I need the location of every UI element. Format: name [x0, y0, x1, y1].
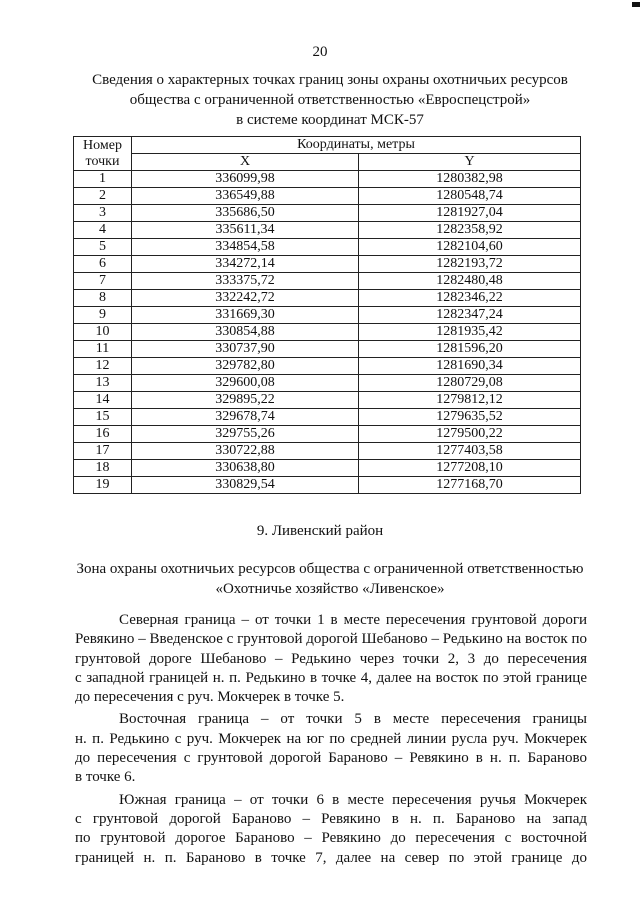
table-row — [74, 341, 581, 358]
x-coordinate-cell: 334854,58 — [132, 239, 359, 256]
x-coordinate-cell: 335686,50 — [132, 205, 359, 222]
y-coordinate-cell: 1280729,08 — [359, 375, 581, 392]
y-coordinate-cell: 1277208,10 — [359, 460, 581, 477]
paragraph-line: с грунтовой дорогой Бараново – Ревякино в н. п. Бараново на запад — [75, 810, 587, 827]
y-coordinate-cell: 1282104,60 — [359, 239, 581, 256]
point-number-cell: 8 — [74, 290, 132, 307]
point-number-cell: 12 — [74, 358, 132, 375]
paragraph-line: с западной границей н. п. Редькино в точке 4, далее на восток по этой границе — [75, 669, 587, 686]
paragraph-line: Южная граница – от точки 6 в месте пересечения ручья Мокчерек — [119, 791, 587, 808]
corner-mark — [632, 2, 640, 7]
zone-title — [60, 559, 600, 599]
y-coordinate-cell: 1281935,42 — [359, 324, 581, 341]
header-y: Y — [359, 154, 581, 171]
paragraph — [75, 710, 587, 787]
paragraph-line: Северная граница – от точки 1 в месте пересечения грунтовой дороги — [119, 612, 587, 628]
paragraph — [75, 611, 587, 707]
x-coordinate-cell: 335611,34 — [132, 222, 359, 239]
y-coordinate-cell: 1279812,12 — [359, 392, 581, 409]
x-coordinate-cell: 330638,80 — [132, 460, 359, 477]
table-row — [74, 307, 581, 324]
paragraph-line: до пересечения с грунтовой дорогой Бараново – Ревякино в н. п. Бараново — [75, 750, 587, 767]
table-row — [74, 290, 581, 307]
table-row — [74, 222, 581, 239]
x-coordinate-cell: 333375,72 — [132, 273, 359, 290]
x-coordinate-cell: 332242,72 — [132, 290, 359, 307]
y-coordinate-cell: 1282193,72 — [359, 256, 581, 273]
y-coordinate-cell: 1282346,22 — [359, 290, 581, 307]
point-number-cell: 3 — [74, 205, 132, 222]
point-number-cell: 17 — [74, 443, 132, 460]
point-number-cell: 1 — [74, 171, 132, 188]
table-row — [74, 375, 581, 392]
point-number-cell: 7 — [74, 273, 132, 290]
table-row — [74, 273, 581, 290]
heading-line: общества с ограниченной ответственностью «Евроспецстрой» — [129, 92, 531, 108]
x-coordinate-cell: 329782,80 — [132, 358, 359, 375]
point-number-cell: 9 — [74, 307, 132, 324]
table-row — [74, 188, 581, 205]
table-row — [74, 171, 581, 188]
x-coordinate-cell: 329755,26 — [132, 426, 359, 443]
y-coordinate-cell: 1282347,24 — [359, 307, 581, 324]
boundary-description — [75, 611, 587, 871]
point-number-cell: 11 — [74, 341, 132, 358]
paragraph-line: до пересечения с руч. Мокчерек в точке 5. — [75, 689, 345, 706]
table-row — [74, 443, 581, 460]
header-num-line: точки — [85, 153, 120, 169]
y-coordinate-cell: 1277168,70 — [359, 477, 581, 494]
y-coordinate-cell: 1281690,34 — [359, 358, 581, 375]
point-number-cell: 10 — [74, 324, 132, 341]
point-number-cell: 6 — [74, 256, 132, 273]
point-number-cell: 14 — [74, 392, 132, 409]
x-coordinate-cell: 336099,98 — [132, 171, 359, 188]
x-coordinate-cell: 329895,22 — [132, 392, 359, 409]
coordinates-body — [74, 171, 581, 494]
heading-line: Сведения о характерных точках границ зоны охраны охотничьих ресурсов — [92, 72, 568, 88]
paragraph-line: границей н. п. Бараново в точке 7, далее на север по этой границе до — [75, 849, 587, 866]
table-row — [74, 460, 581, 477]
page-number: 20 — [312, 44, 328, 60]
y-coordinate-cell: 1279635,52 — [359, 409, 581, 426]
x-coordinate-cell: 330722,88 — [132, 443, 359, 460]
paragraph-line: Ревякино – Введенское с грунтовой дорогой Шебаново – Редькино на восток по — [75, 631, 587, 648]
point-number-cell: 16 — [74, 426, 132, 443]
paragraph-line: н. п. Редькино с руч. Мокчерек на юг по средней линии русла руч. Мокчерек — [75, 730, 587, 747]
point-number-cell: 2 — [74, 188, 132, 205]
y-coordinate-cell: 1280382,98 — [359, 171, 581, 188]
point-number-cell: 19 — [74, 477, 132, 494]
point-number-cell: 5 — [74, 239, 132, 256]
y-coordinate-cell: 1282480,48 — [359, 273, 581, 290]
table-row — [74, 477, 581, 494]
zone-title-line: «Охотничье хозяйство «Ливенское» — [215, 581, 445, 597]
x-coordinate-cell: 330737,90 — [132, 341, 359, 358]
y-coordinate-cell: 1277403,58 — [359, 443, 581, 460]
table-row — [74, 409, 581, 426]
table-row — [74, 358, 581, 375]
table-row — [74, 392, 581, 409]
header-num-line: Номер — [83, 137, 122, 153]
x-coordinate-cell: 329678,74 — [132, 409, 359, 426]
point-number-cell: 15 — [74, 409, 132, 426]
point-number-cell: 13 — [74, 375, 132, 392]
y-coordinate-cell: 1280548,74 — [359, 188, 581, 205]
header-coordinates: Координаты, метры — [132, 137, 581, 154]
paragraph-line: Восточная граница – от точки 5 в месте пересечения границы — [119, 711, 587, 728]
table-row — [74, 205, 581, 222]
table-row — [74, 256, 581, 273]
y-coordinate-cell: 1279500,22 — [359, 426, 581, 443]
paragraph-line: в точке 6. — [75, 769, 136, 786]
x-coordinate-cell: 330854,88 — [132, 324, 359, 341]
header-x: X — [132, 154, 359, 171]
table-row — [74, 324, 581, 341]
x-coordinate-cell: 334272,14 — [132, 256, 359, 273]
x-coordinate-cell: 330829,54 — [132, 477, 359, 494]
heading-line: в системе координат МСК-57 — [236, 112, 424, 128]
point-number-cell: 18 — [74, 460, 132, 477]
point-number-cell: 4 — [74, 222, 132, 239]
document-heading — [60, 70, 600, 130]
paragraph — [75, 791, 587, 868]
table-row — [74, 426, 581, 443]
paragraph-line: грунтовой дороге Шебаново – Редькино через точки 2, 3 до пересечения — [75, 650, 587, 667]
paragraph-line: по грунтовой дорогое Бараново – Ревякино до пересечения с восточной — [75, 830, 587, 847]
table-row — [74, 239, 581, 256]
y-coordinate-cell: 1282358,92 — [359, 222, 581, 239]
coordinates-table — [73, 136, 581, 494]
x-coordinate-cell: 331669,30 — [132, 307, 359, 324]
x-coordinate-cell: 329600,08 — [132, 375, 359, 392]
section-title: 9. Ливенский район — [256, 523, 384, 539]
y-coordinate-cell: 1281927,04 — [359, 205, 581, 222]
header-point-number — [74, 137, 132, 171]
x-coordinate-cell: 336549,88 — [132, 188, 359, 205]
zone-title-line: Зона охраны охотничьих ресурсов общества с ограниченной ответственностью — [76, 561, 584, 577]
y-coordinate-cell: 1281596,20 — [359, 341, 581, 358]
